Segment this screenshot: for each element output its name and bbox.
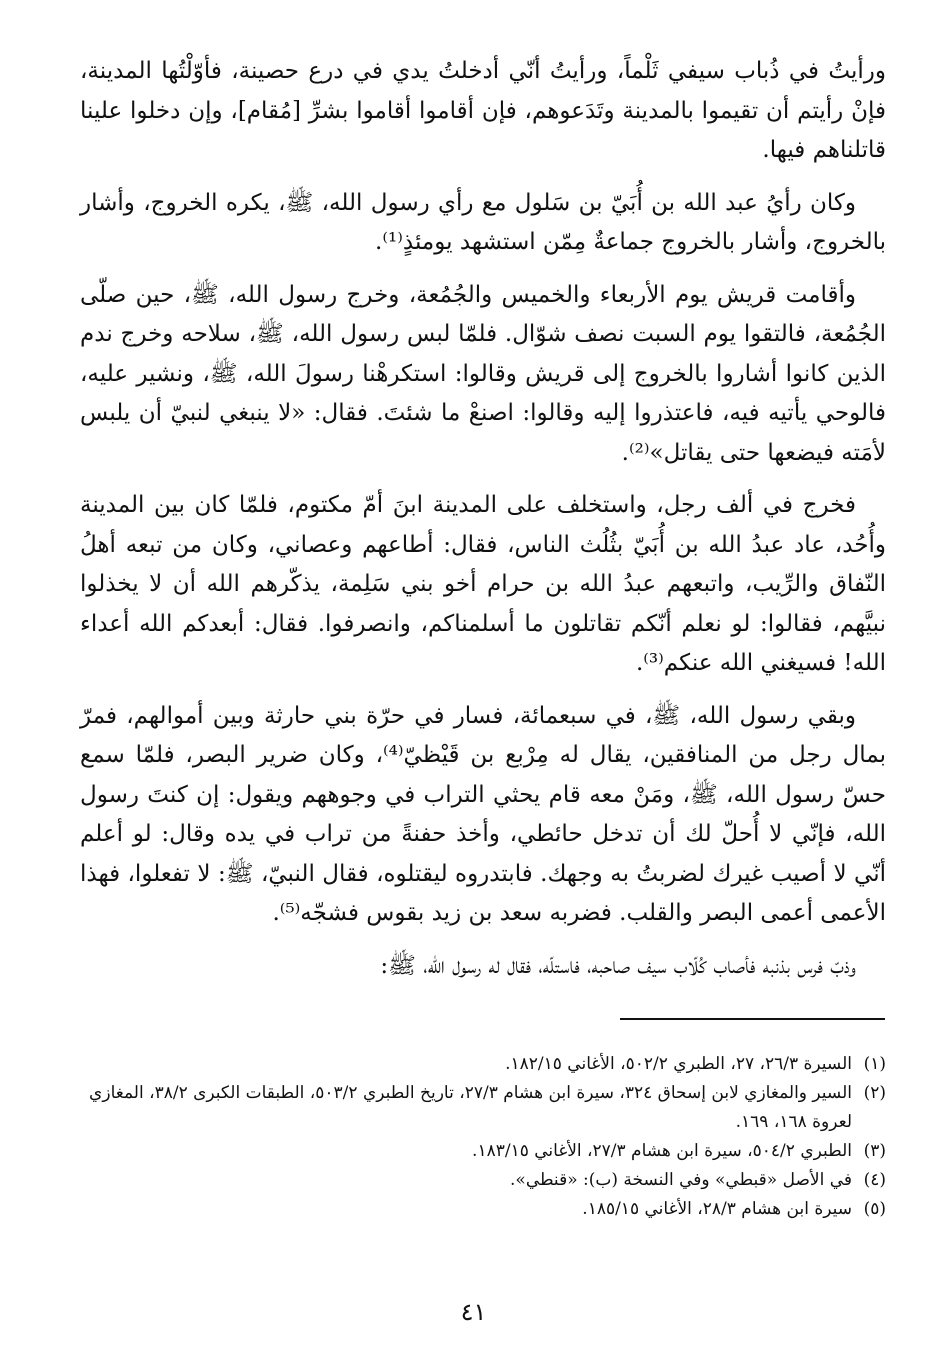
footnote-number: (٥) xyxy=(863,1199,886,1219)
footnote xyxy=(80,1166,886,1195)
footnote-text: في الأصل «قبطي» وفي النسخة (ب): «قنطي». xyxy=(510,1170,852,1190)
footnote-text: السيرة ٢٦/٣، ٢٧، الطبري ٥٠٢/٢، الأغاني ١٨٢/١٥. xyxy=(505,1054,852,1074)
footnote-text: الطبري ٥٠٤/٢، سيرة ابن هشام ٢٧/٣، الأغاني ١٨٣/١٥. xyxy=(472,1141,852,1161)
footnote-number: (٢) xyxy=(863,1083,886,1103)
paragraph: فخرج في ألف رجل، واستخلف على المدينة ابنَ أمّ مكتوم، فلمّا كان بين المدينة وأُحُد، عاد عبدُ الله بن أُبَيّ بثُلُث الناس، فقال: أطاعهم وعصاني، وكان من تبعه أهلُ النّفاق والرِّيب، واتبعهم عبدُ الله بن حرام أخو بني سَلِمة، يذكّرهم الله أن لا يخذلوا نبيَّهم، فقالوا: لو نعلم أنّكم تقاتلون ما أسلمناكم، وانصرفوا. فقال: أبعدكم الله أعداء الله! فسيغني الله عنكم⁽³⁾. xyxy=(80,492,886,676)
footnote-number: (٣) xyxy=(863,1141,886,1161)
footnote xyxy=(80,1137,886,1166)
footnote-number: (٤) xyxy=(863,1170,886,1190)
footnote-text: سيرة ابن هشام ٢٨/٣، الأغاني ١٨٥/١٥. xyxy=(582,1199,852,1219)
paragraph: وأقامت قريش يوم الأربعاء والخميس والجُمُعة، وخرج رسول الله، ﷺ، حين صلّى الجُمُعة، فالتقوا يوم السبت نصف شوّال. فلمّا لبس رسول الله، ﷺ، سلاحه وخرج ندم الذين كانوا أشاروا بالخروج إلى قريش وقالوا: استكرهْنا رسولَ الله، ﷺ، ونشير عليه، فالوحي يأتيه فيه، فاعتذروا إليه وقالوا: اصنعْ ما شئتَ. فقال: «لا ينبغي لنبيّ أن يلبس لأمَته فيضعها حتى يقاتل»⁽²⁾. xyxy=(80,281,887,466)
main-text-block xyxy=(80,52,886,999)
footnotes-block xyxy=(80,1050,886,1224)
paragraph: وذبّ فرس بذنبه فأصاب كُلّاب سيف صاحبه، فاستلّه، فقال له رسول الله، ﷺ: xyxy=(380,952,856,979)
paragraph: ورأيتُ في ذُباب سيفي ثَلْماً، ورأيتُ أنّي أدخلتُ يدي في درع حصينة، فأوّلْتُها المدينة، فإنْ رأيتم أن تقيموا بالمدينة وتَدَعوهم، فإن أقاموا أقاموا بشرِّ [مُقام]، وإن دخلوا علينا قاتلناهم فيها. xyxy=(80,58,886,163)
footnote-divider xyxy=(620,1018,885,1020)
footnote xyxy=(80,1050,886,1079)
footnote xyxy=(80,1195,886,1224)
footnote-number: (١) xyxy=(863,1054,886,1074)
paragraph: وكان رأيُ عبد الله بن أُبَيّ بن سَلول مع رأي رسول الله، ﷺ، يكره الخروج، وأشار بالخروج، وأشار بالخروج جماعةٌ مِمّن استشهد يومئذٍ⁽¹⁾. xyxy=(80,189,886,255)
footnote xyxy=(80,1079,886,1137)
paragraph: وبقي رسول الله، ﷺ، في سبعمائة، فسار في حرّة بني حارثة وبين أموالهم، فمرّ بمال رجل من المنافقين، يقال له مِرْبع بن قَيْظيّ⁽⁴⁾، وكان ضرير البصر، فلمّا سمع حسّ رسول الله، ﷺ، ومَنْ معه قام يحثي التراب في وجوههم ويقول: إن كنتَ رسول الله، فإنّي لا أُحلّ لك أن تدخل حائطي، وأخذ حفنةً من تراب في يده وقال: لو أعلم أنّي لا أصيب غيرك لضربتُ به وجهك. فابتدروه ليقتلوه، فقال النبيّ، ﷺ: لا تفعلوا، فهذا الأعمى أعمى البصر والقلب. فضربه سعد بن زيد بقوس فشجّه⁽⁵⁾. xyxy=(80,702,887,926)
footnote-text: السير والمغازي لابن إسحاق ٣٢٤، سيرة ابن هشام ٢٧/٣، تاريخ الطبري ٥٠٣/٢، الطبقات الكبرى ٣٨/٢، المغازي لعروة ١٦٨، ١٦٩. xyxy=(89,1083,852,1132)
page-number: ٤١ xyxy=(460,1298,487,1326)
